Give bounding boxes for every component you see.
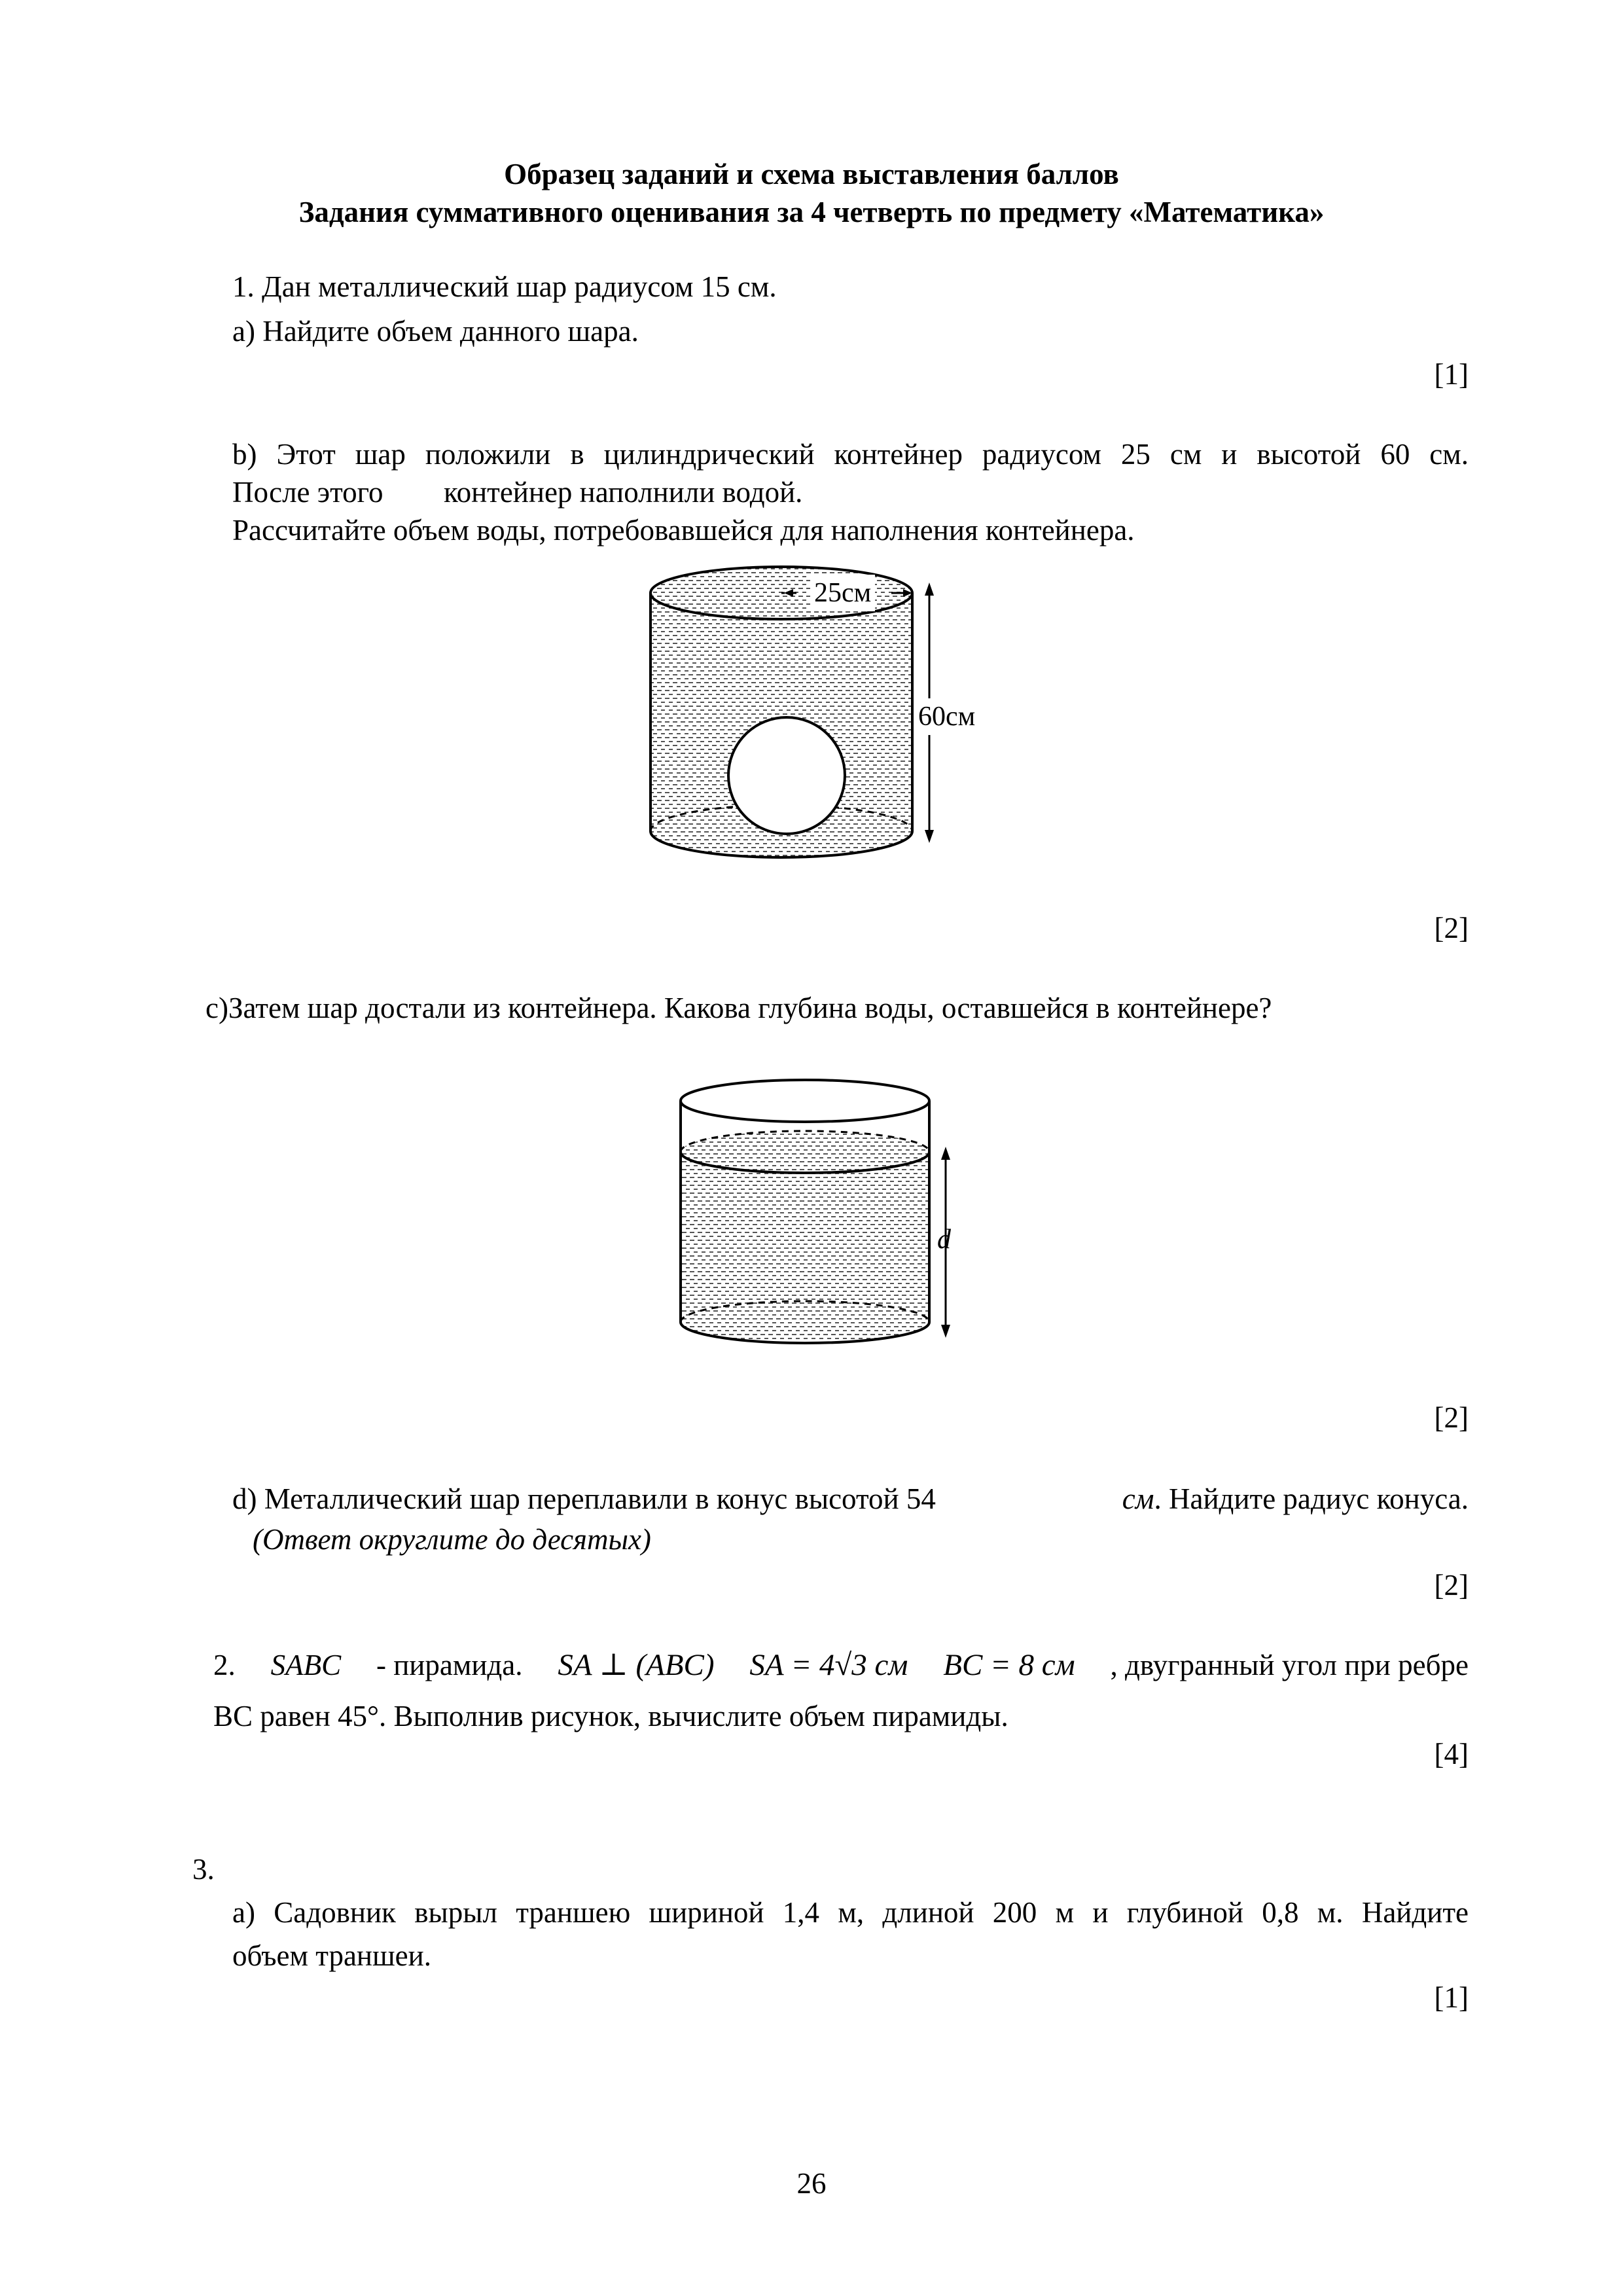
task1b-line2-part2: контейнер наполнили водой. [444, 476, 803, 509]
height-label: 60см [918, 698, 975, 735]
task2-line2 [213, 1698, 1008, 1734]
task1b-line1: b) Этот шар положили в цилиндрический контейнер радиусом 25 см и высотой 60 см. [232, 438, 1469, 471]
task2-score: [4] [1434, 1738, 1469, 1770]
task1c-score: [2] [1434, 1401, 1469, 1434]
task1d-line1-part1: d) Металлический шар переплавили в конус высотой 54 [232, 1482, 936, 1515]
task3a-score: [1] [1434, 1981, 1469, 2014]
task2-cond3: BC = 8 см [943, 1648, 1075, 1682]
task2-cond1: SA ⊥ (ABC) [558, 1648, 715, 1682]
page-number: 26 [796, 2167, 827, 2200]
task1d-unit: см [1122, 1482, 1154, 1515]
cylinder-depth-figure [674, 1073, 975, 1361]
task1-stem: 1. Дан металлический шар радиусом 15 см. [232, 270, 777, 303]
task1b-line3: Рассчитайте объем воды, потребовавшейся для наполнения контейнера. [232, 514, 1135, 547]
task1d-line1 [232, 1480, 1469, 1517]
sphere-shape [728, 717, 845, 834]
page-subtitle: Задания суммативного оценивания за 4 четверть по предмету «Математика» [298, 196, 1325, 228]
task2-cond2: SA = 4√3 см [749, 1648, 908, 1682]
task1d-line2: (Ответ округлите до десятых) [253, 1523, 651, 1556]
page-title: Образец заданий и схема выставления баллов [504, 158, 1119, 190]
task2-num: 2. [213, 1649, 236, 1681]
task1b-line2-part1: После этого [232, 476, 383, 509]
task1a-score: [1] [1434, 358, 1469, 391]
task2-line2-part1: ВС равен [213, 1700, 330, 1732]
task3-num: 3. [192, 1853, 215, 1886]
radius-label: 25см [810, 575, 875, 611]
task1c-text: c)Затем шар достали из контейнера. Какова глубина воды, оставшейся в контейнере? [205, 992, 1272, 1024]
task2-line1 [213, 1647, 1469, 1683]
task1a-text: a) Найдите объем данного шара. [232, 315, 639, 348]
task1d-line1-part2: . Найдите радиус конуса. [1154, 1482, 1469, 1515]
task2-angle: 45° [338, 1700, 380, 1732]
task2-text1: - пирамида. [376, 1649, 523, 1681]
task3a-line2: объем траншеи. [232, 1939, 431, 1972]
task1d-score: [2] [1434, 1569, 1469, 1602]
task2-text2: , двугранный угол при ребре [1110, 1649, 1469, 1681]
task1b-score: [2] [1434, 912, 1469, 944]
depth-label: d [937, 1225, 951, 1255]
task2-line2-part2: . Выполнив рисунок, вычислите объем пирамиды. [379, 1700, 1008, 1732]
task2-pyramid: SABC [270, 1649, 342, 1681]
task3a-line1: a) Садовник вырыл траншею шириной 1,4 м, длиной 200 м и глубиной 0,8 м. Найдите [232, 1896, 1469, 1929]
